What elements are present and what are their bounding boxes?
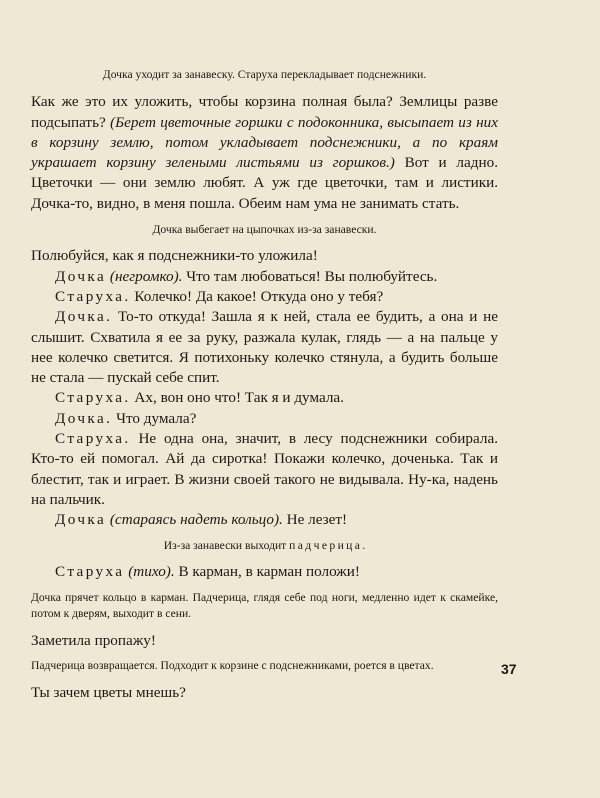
dialogue-text: То-то откуда! Зашла я к ней, стала ее будить, а она и не слышит. Схватила я ее за руку, разжала кулак, глядь — а на пальце у нее колечко светится. Я потихоньку колечко стянула, а будить больше не стала — пускай себе спит. — [31, 308, 498, 387]
stage-direction — [31, 538, 498, 554]
paragraph — [31, 246, 498, 266]
dialogue-line — [31, 510, 498, 530]
paragraph-text: Ты зачем цветы мнешь? — [31, 684, 186, 702]
page-text — [31, 67, 498, 704]
page-number: 37 — [501, 661, 517, 677]
paragraph — [31, 92, 498, 214]
dialogue-text: Не лезет! — [282, 511, 348, 529]
speaker-name: Дочка — [55, 267, 107, 285]
dialogue-line — [31, 388, 498, 408]
remark: (негромко). — [109, 267, 183, 285]
dialogue-text: Что думала? — [112, 409, 197, 427]
dialogue-line — [31, 307, 498, 388]
dialogue-line — [31, 267, 498, 287]
dialogue-line — [31, 409, 498, 429]
dialogue-line — [31, 429, 498, 510]
remark: (Берет цветочные горшки с подоконника, высыпает из них в корзину землю, потом укладывает подснежники, а по краям украшает корзину зелеными листьями из горшков.) — [31, 113, 498, 172]
dialogue-text: Не одна она, значит, в лесу подснежники собирала. Кто-то ей помогал. Ай да сиротка! Покажи колечко, доченька. Так и блестит, так и играет. В жизни своей такого не видывала. Ну-ка, надень на пальчик. — [31, 430, 498, 508]
remark: (тихо). — [128, 562, 175, 580]
dialogue-text: Что там любоваться! Вы полюбуйтесь. — [182, 267, 438, 285]
speaker-name: Дочка — [55, 511, 107, 529]
dialogue-text: Колечко! Да какое! Откуда оно у тебя? — [130, 287, 384, 305]
stage-direction-text: Падчерица возвращается. Подходит к корзине с подснежниками, роется в цветах. — [31, 659, 434, 673]
speaker-name: Дочка. — [55, 308, 113, 326]
stage-direction-text: Дочка уходит за занавеску. Старуха перекладывает подснежники. — [102, 68, 427, 81]
speaker-name: Старуха — [55, 562, 125, 580]
paragraph — [31, 631, 498, 651]
dialogue-text: В карман, в карман положи! — [174, 562, 360, 580]
stage-direction — [31, 658, 498, 674]
speaker-name: Старуха. — [55, 430, 131, 448]
stage-direction-text: Дочка прячет кольцо в карман. Падчерица, глядя себе под ноги, медленно идет к скамейке, потом к дверям, выходит в сени. — [31, 591, 498, 621]
stage-direction — [31, 67, 498, 83]
speaker-name: Дочка. — [55, 409, 113, 427]
dialogue-text: Ах, вон оно что! Так я и думала. — [130, 389, 344, 407]
dialogue-line — [31, 562, 498, 582]
paragraph-text: Полюбуйся, как я подснежники-то уложила! — [31, 247, 318, 265]
paragraph-text: Заметила пропажу! — [31, 631, 156, 649]
speaker-name: Старуха. — [55, 389, 131, 407]
stage-direction — [31, 590, 498, 623]
character-name: падчерица — [289, 538, 363, 552]
dialogue-line — [31, 287, 498, 307]
paragraph-text: Вот и ладно. Цветочки — они землю любят. А уж где цветочки, там и листики. Дочка-то, видно, в меня пошла. Обеим нам ума не занимать стать. — [31, 154, 498, 212]
speaker-name: Старуха. — [55, 287, 131, 305]
stage-direction — [31, 222, 498, 238]
stage-direction-text: Из-за занавески выходит — [163, 538, 290, 552]
remark: (стараясь надеть кольцо). — [109, 511, 283, 529]
paragraph-text: Как же это их уложить, чтобы корзина полная была? Землицы разве подсыпать? — [31, 93, 498, 131]
paragraph — [31, 683, 498, 703]
stage-direction-text: Дочка выбегает на цыпочках из-за занавески. — [152, 223, 377, 237]
stage-direction-text: . — [362, 538, 366, 552]
